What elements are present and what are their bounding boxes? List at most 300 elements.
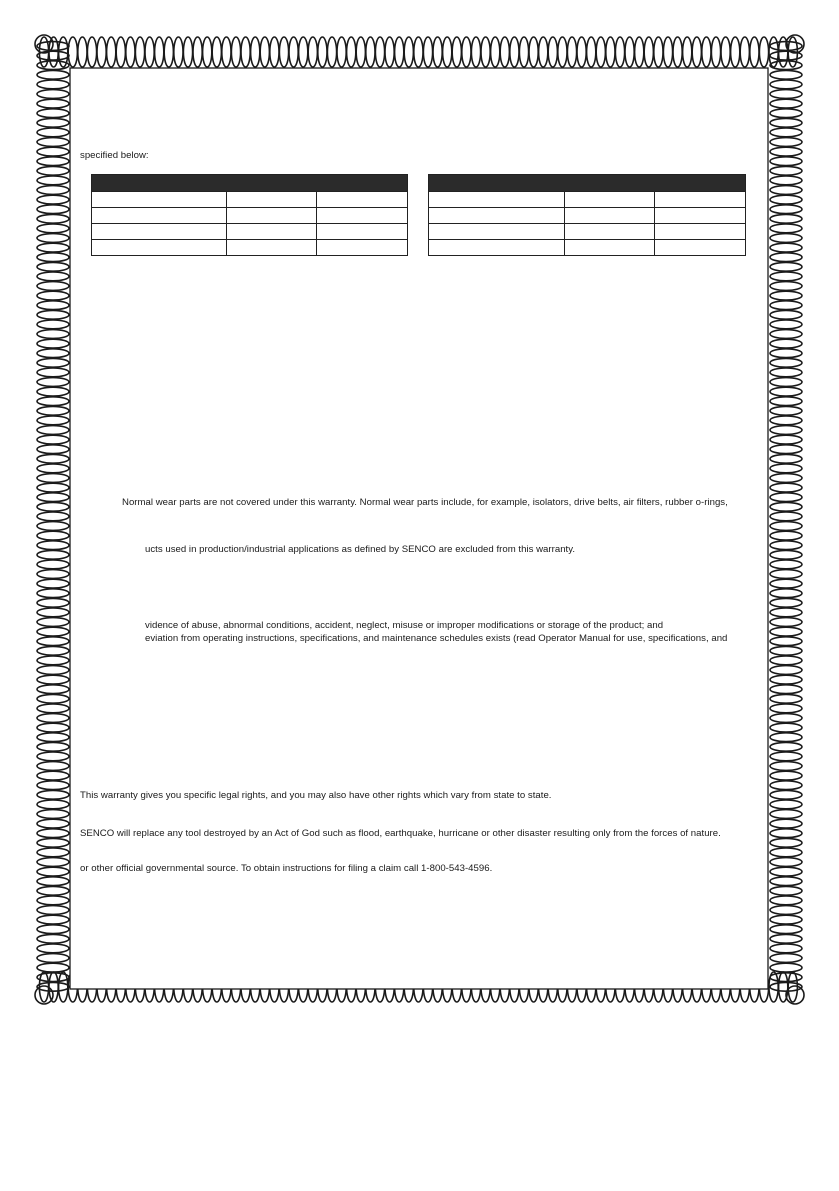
border-loop — [37, 723, 69, 732]
border-loop — [471, 37, 480, 67]
border-loop — [107, 37, 116, 67]
table-cell — [317, 208, 408, 224]
border-loop — [37, 541, 69, 550]
border-loop — [770, 800, 802, 809]
border-loop — [37, 502, 69, 511]
border-loop — [37, 925, 69, 934]
border-loop — [683, 37, 692, 67]
border-loop — [770, 838, 802, 847]
border-loop — [770, 944, 802, 953]
table-cell — [429, 192, 565, 208]
border-loop — [37, 637, 69, 646]
border-loop — [770, 272, 802, 281]
border-loop — [654, 37, 663, 67]
border-loop — [37, 867, 69, 876]
border-loop — [770, 723, 802, 732]
border-loop — [770, 522, 802, 531]
border-loop — [37, 848, 69, 857]
border-loop — [770, 368, 802, 377]
border-loop — [37, 339, 69, 348]
table-row — [429, 192, 746, 208]
border-loop — [548, 37, 557, 67]
border-loop — [37, 704, 69, 713]
border-loop — [770, 157, 802, 166]
border-loop — [770, 704, 802, 713]
border-loop — [37, 138, 69, 147]
border-loop — [770, 243, 802, 252]
border-loop — [615, 37, 624, 67]
border-loop — [356, 37, 365, 67]
intro-text: specified below: — [80, 150, 149, 161]
border-loop — [770, 550, 802, 559]
border-loop — [529, 37, 538, 67]
border-loop — [37, 224, 69, 233]
border-loop — [37, 493, 69, 502]
border-loop — [37, 70, 69, 79]
border-loop — [37, 90, 69, 99]
border-loop — [174, 37, 183, 67]
border-loop — [37, 205, 69, 214]
border-loop — [770, 397, 802, 406]
border-loop — [770, 589, 802, 598]
border-loop — [37, 714, 69, 723]
border-loop — [770, 848, 802, 857]
border-loop — [37, 118, 69, 127]
table-cell — [429, 224, 565, 240]
border-loop — [37, 109, 69, 118]
border-loop — [770, 646, 802, 655]
exclusion-abuse-clause: vidence of abuse, abnormal conditions, accident, neglect, misuse or improper modifications or storage of the product; and — [145, 620, 664, 631]
border-loop — [770, 560, 802, 569]
border-loop — [337, 37, 346, 67]
border-loop — [770, 90, 802, 99]
border-loop — [37, 742, 69, 751]
border-loop — [37, 291, 69, 300]
border-loop — [37, 426, 69, 435]
table-row — [429, 240, 746, 256]
table-row — [429, 208, 746, 224]
border-loop — [770, 195, 802, 204]
border-loop — [770, 685, 802, 694]
border-loop — [770, 742, 802, 751]
border-loop — [462, 37, 471, 67]
border-loop — [37, 675, 69, 684]
border-loop — [68, 37, 77, 67]
border-loop — [770, 598, 802, 607]
border-loop — [770, 416, 802, 425]
border-loop — [193, 37, 202, 67]
border-loop — [37, 195, 69, 204]
border-loop — [37, 598, 69, 607]
border-loop — [37, 877, 69, 886]
border-loop — [770, 186, 802, 195]
table-row — [92, 208, 408, 224]
border-loop — [711, 37, 720, 67]
border-loop — [770, 454, 802, 463]
border-loop — [770, 829, 802, 838]
border-loop — [37, 896, 69, 905]
border-loop — [770, 99, 802, 108]
industrial-use-clause: ucts used in production/industrial applications as defined by SENCO are excluded from this warranty. — [145, 544, 576, 555]
border-loop — [37, 310, 69, 319]
border-loop — [770, 176, 802, 185]
border-loop — [37, 512, 69, 521]
border-loop — [37, 694, 69, 703]
border-loop — [37, 608, 69, 617]
border-loop — [770, 234, 802, 243]
border-loop — [37, 176, 69, 185]
table-cell — [92, 208, 227, 224]
border-loop — [375, 37, 384, 67]
border-loop — [770, 886, 802, 895]
border-loop — [644, 37, 653, 67]
border-loop — [625, 37, 634, 67]
border-loop — [49, 972, 58, 1002]
border-loop — [37, 474, 69, 483]
border-loop — [37, 915, 69, 924]
border-loop — [212, 37, 221, 67]
border-loop — [37, 627, 69, 636]
border-loop — [770, 810, 802, 819]
wear-parts-clause: Normal wear parts are not covered under this warranty. Normal wear parts include, for example, isolators, drive belts, air filters, rubber o-rings, — [122, 497, 728, 508]
border-loop — [596, 37, 605, 67]
border-loop — [731, 37, 740, 67]
border-loop — [37, 771, 69, 780]
border-loop — [155, 37, 164, 67]
border-loop — [37, 483, 69, 492]
border-loop — [770, 915, 802, 924]
border-loop — [37, 157, 69, 166]
border-loop — [37, 243, 69, 252]
border-loop — [770, 963, 802, 972]
border-loop — [770, 330, 802, 339]
border-loop — [770, 771, 802, 780]
table-cell — [92, 192, 227, 208]
border-loop — [59, 972, 68, 1002]
border-loop — [37, 128, 69, 137]
border-loop — [770, 406, 802, 415]
border-loop — [673, 37, 682, 67]
border-loop — [740, 37, 749, 67]
border-loop — [721, 37, 730, 67]
border-loop — [770, 320, 802, 329]
border-loop — [145, 37, 154, 67]
border-loop — [770, 637, 802, 646]
border-loop — [37, 464, 69, 473]
border-loop — [770, 291, 802, 300]
border-loop — [37, 80, 69, 89]
border-loop — [37, 886, 69, 895]
table-cell — [429, 240, 565, 256]
border-loop — [251, 37, 260, 67]
border-loop — [404, 37, 413, 67]
border-loop — [770, 666, 802, 675]
warranty-table-right — [428, 174, 746, 256]
border-loop — [241, 37, 250, 67]
border-loop — [770, 301, 802, 310]
border-loop — [37, 330, 69, 339]
border-loop — [37, 819, 69, 828]
border-loop — [770, 858, 802, 867]
border-loop — [770, 502, 802, 511]
table-cell — [227, 224, 317, 240]
border-loop — [37, 214, 69, 223]
border-loop — [231, 37, 240, 67]
table-cell — [92, 224, 227, 240]
table-cell — [655, 208, 746, 224]
border-loop — [770, 618, 802, 627]
table-header-cell — [429, 175, 746, 192]
table-header-row — [92, 175, 408, 192]
table-cell — [655, 192, 746, 208]
border-loop — [37, 954, 69, 963]
border-loop — [770, 541, 802, 550]
border-loop — [770, 138, 802, 147]
border-loop — [587, 37, 596, 67]
border-loop — [37, 349, 69, 358]
border-loop — [423, 37, 432, 67]
border-loop — [37, 838, 69, 847]
border-loop — [770, 262, 802, 271]
border-loop — [770, 80, 802, 89]
legal-rights-text: This warranty gives you specific legal rights, and you may also have other rights which vary from state to state. — [80, 790, 552, 801]
border-loop — [135, 37, 144, 67]
border-loop — [37, 358, 69, 367]
border-loop — [37, 579, 69, 588]
border-loop — [770, 531, 802, 540]
border-loop — [395, 37, 404, 67]
border-loop — [770, 474, 802, 483]
border-loop — [692, 37, 701, 67]
border-loop — [164, 37, 173, 67]
border-loop — [37, 829, 69, 838]
border-loop — [37, 589, 69, 598]
border-loop — [770, 253, 802, 262]
border-loop — [37, 320, 69, 329]
table-cell — [565, 192, 655, 208]
border-loop — [539, 37, 548, 67]
border-loop — [299, 37, 308, 67]
border-loop — [770, 867, 802, 876]
border-loop — [750, 37, 759, 67]
table-cell — [655, 240, 746, 256]
border-loop — [308, 37, 317, 67]
border-loop — [37, 234, 69, 243]
border-loop — [37, 752, 69, 761]
table-cell — [317, 192, 408, 208]
table-cell — [655, 224, 746, 240]
border-loop — [770, 349, 802, 358]
border-loop — [37, 800, 69, 809]
table-header-row — [429, 175, 746, 192]
border-loop — [318, 37, 327, 67]
border-loop — [558, 37, 567, 67]
border-loop — [770, 166, 802, 175]
table-cell — [227, 208, 317, 224]
border-loop — [500, 37, 509, 67]
border-loop — [770, 954, 802, 963]
border-loop — [37, 445, 69, 454]
border-loop — [770, 109, 802, 118]
border-loop — [433, 37, 442, 67]
border-loop — [37, 368, 69, 377]
border-loop — [37, 282, 69, 291]
border-loop — [770, 656, 802, 665]
border-loop — [37, 646, 69, 655]
border-loop — [78, 37, 87, 67]
border-loop — [37, 272, 69, 281]
border-loop — [770, 282, 802, 291]
border-loop — [37, 666, 69, 675]
table-header-cell — [92, 175, 408, 192]
border-loop — [289, 37, 298, 67]
border-loop — [37, 781, 69, 790]
border-loop — [222, 37, 231, 67]
border-loop — [37, 147, 69, 156]
border-loop — [702, 37, 711, 67]
border-loop — [37, 858, 69, 867]
border-loop — [770, 512, 802, 521]
table-cell — [92, 240, 227, 256]
border-loop — [663, 37, 672, 67]
border-loop — [770, 762, 802, 771]
border-loop — [37, 416, 69, 425]
border-loop — [770, 70, 802, 79]
table-cell — [565, 224, 655, 240]
border-loop — [770, 205, 802, 214]
border-loop — [770, 445, 802, 454]
border-loop — [385, 37, 394, 67]
border-loop — [770, 781, 802, 790]
border-loop — [770, 877, 802, 886]
border-loop — [770, 378, 802, 387]
border-loop — [481, 37, 490, 67]
table-cell — [227, 192, 317, 208]
border-loop — [203, 37, 212, 67]
border-loop — [770, 896, 802, 905]
border-loop — [37, 301, 69, 310]
border-loop — [770, 819, 802, 828]
border-loop — [260, 37, 269, 67]
table-row — [92, 240, 408, 256]
border-loop — [37, 454, 69, 463]
border-loop — [606, 37, 615, 67]
border-loop — [759, 37, 768, 67]
border-loop — [270, 37, 279, 67]
border-loop — [37, 99, 69, 108]
border-loop — [366, 37, 375, 67]
border-loop — [327, 37, 336, 67]
border-loop — [37, 944, 69, 953]
border-loop — [37, 934, 69, 943]
border-loop — [279, 37, 288, 67]
border-loop — [491, 37, 500, 67]
exclusion-deviation-clause: eviation from operating instructions, specifications, and maintenance schedules exists (read Operator Manual for use, specifications, and — [145, 633, 728, 644]
border-loop — [770, 627, 802, 636]
border-loop — [770, 483, 802, 492]
border-loop — [37, 186, 69, 195]
act-of-god-text: SENCO will replace any tool destroyed by an Act of God such as flood, earthquake, hurricane or other disaster resulting only from the forces of nature. — [80, 828, 721, 839]
border-loop — [770, 358, 802, 367]
border-loop — [770, 675, 802, 684]
border-loop — [443, 37, 452, 67]
table-row — [92, 192, 408, 208]
border-loop — [770, 752, 802, 761]
table-row — [429, 224, 746, 240]
border-loop — [770, 790, 802, 799]
border-loop — [770, 435, 802, 444]
border-loop — [37, 406, 69, 415]
border-loop — [37, 762, 69, 771]
table-cell — [565, 208, 655, 224]
border-loop — [770, 339, 802, 348]
border-loop — [37, 685, 69, 694]
border-loop — [770, 934, 802, 943]
border-loop — [770, 493, 802, 502]
border-loop — [770, 906, 802, 915]
border-loop — [37, 733, 69, 742]
border-loop — [37, 378, 69, 387]
border-loop — [635, 37, 644, 67]
warranty-table-left — [91, 174, 408, 256]
border-loop — [770, 128, 802, 137]
border-loop — [87, 37, 96, 67]
border-loop — [770, 426, 802, 435]
border-loop — [770, 694, 802, 703]
border-loop — [37, 618, 69, 627]
border-loop — [770, 214, 802, 223]
border-loop — [37, 253, 69, 262]
border-loop — [567, 37, 576, 67]
border-loop — [37, 166, 69, 175]
border-loop — [770, 464, 802, 473]
border-loop — [770, 224, 802, 233]
border-loop — [37, 810, 69, 819]
border-loop — [770, 925, 802, 934]
claim-text: or other official governmental source. To obtain instructions for filing a claim call 1-800-543-4596. — [80, 863, 493, 874]
border-loop — [770, 733, 802, 742]
border-loop — [770, 147, 802, 156]
border-loop — [37, 531, 69, 540]
table-row — [92, 224, 408, 240]
border-loop — [37, 387, 69, 396]
border-loop — [37, 570, 69, 579]
border-loop — [116, 37, 125, 67]
border-loop — [37, 560, 69, 569]
border-loop — [770, 714, 802, 723]
table-cell — [429, 208, 565, 224]
border-loop — [770, 387, 802, 396]
border-loop — [770, 579, 802, 588]
border-loop — [770, 310, 802, 319]
border-loop — [770, 570, 802, 579]
border-loop — [770, 608, 802, 617]
border-loop — [37, 522, 69, 531]
border-loop — [519, 37, 528, 67]
border-loop — [97, 37, 106, 67]
border-loop — [347, 37, 356, 67]
border-loop — [37, 435, 69, 444]
table-cell — [565, 240, 655, 256]
border-loop — [126, 37, 135, 67]
table-cell — [317, 240, 408, 256]
border-loop — [510, 37, 519, 67]
border-loop — [37, 790, 69, 799]
border-loop — [183, 37, 192, 67]
border-loop — [37, 656, 69, 665]
table-cell — [227, 240, 317, 256]
border-loop — [37, 906, 69, 915]
